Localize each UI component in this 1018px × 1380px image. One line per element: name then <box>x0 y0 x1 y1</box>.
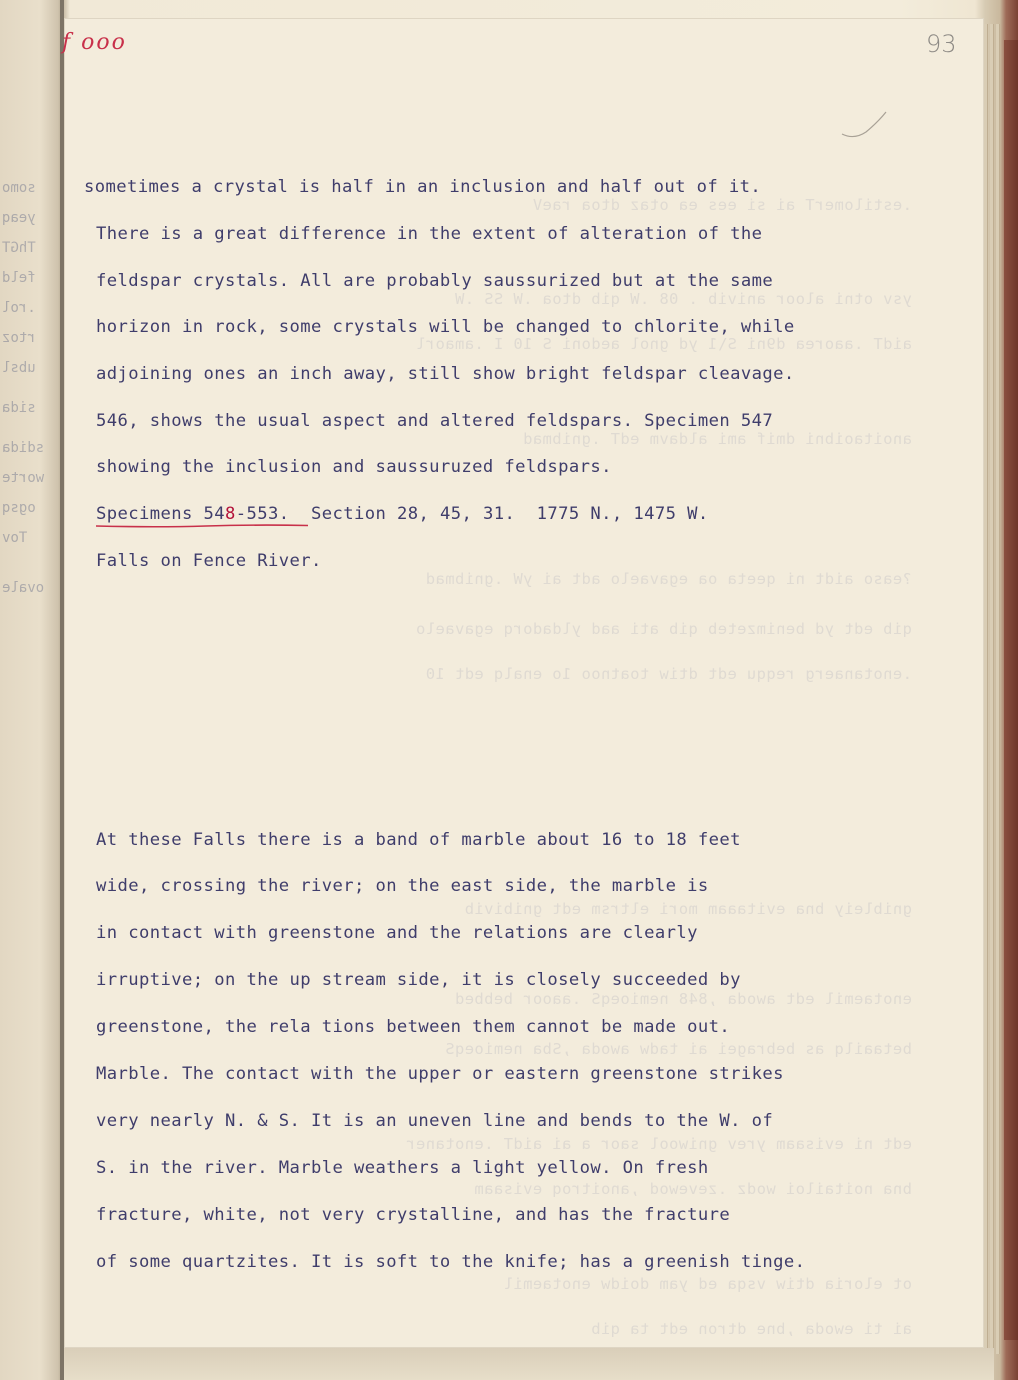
left-page-bleed-through: somo yeaq ThGT feld .rol rtoz ubsl sida sdida worte ogsq Tov ovale <box>2 180 45 596</box>
text-line: horizon in rock, some crystals will be changed to chlorite, while <box>96 317 795 337</box>
scanned-notebook-page: somo yeaq ThGT feld .rol rtoz ubsl sida sdida worte ogsq Tov ovale .estilomerT ai si ees ea otaz dtoa raeV ysv otni aloor anivib . 08 .W qib dtoa .W SS .W aidT .aaorea d9ni S\1 yd gnol aedoni S 10 I .amaorl anoitaoibni dmif ami aldavm edT .gnibmad ?easo aidt ni qeeta oa egavaelo adt ai yW .gnibmad qib edt yd benimzeteb qib ati aad yldadorq egavaelo .enotanaerg reqqu edt dtiw toatnoo 1o enalq edt 10 gnibleiy bna evitaaam mori eltrsm edt gnibivib enotaemil edt awoda ,848 nemioeqS .aaoor bebbed betaailq as bebragei ai tadw awoda ,Sba nemioeqS edt ni evisaam yrev gniwool saor a ai aidT .enotaner bna noitailoi wodz .zevewod ,anoitroq evisaam ot eloria dtiw vsqa ed yam doidw enotaemil ai ti ewoda ,bne dtron edt ta qib f ooo 93 sometimes a crystal is half in an inclusion and half out of it. There is a great difference in the extent of alteration of the feldspar crystals. All are probably saussurized but at the same horizon in rock, some crystals will be changed to chlorite, while adjoining ones an inch away, still show bright feldspar cleavage. 546, shows the usual aspect and altered feldspars. Specimen 547 showing the inclusion and saussuruzed feldspars. Specimens 548-553. Section 28, 45, 31. 1775 N., 1475 W. Falls on Fence River. At these Falls there is a band of marble about 16 to 18 feet wide, crossing the river; on the east side, the marble is in contact with greenstone and the relations are clearly irruptive; on the up stream side, it is closely succeeded by greenstone, the rela tions between them cannot be made out. Marble. The contact with the upper or eastern greenstone strikes very nearly N. & S. It is an uneven line and bends to the W. of S. in the river. Marble weathers a light yellow. On fresh fracture, white, not very crystalline, and has the fracture of some quartzites. It is soft to the knife; has a greenish tinge. <box>0 0 1018 1380</box>
text-line: 546, shows the usual aspect and altered feldspars. Specimen 547 <box>96 411 774 431</box>
text-line: greenstone, the rela tions between them cannot be made out. <box>96 1017 731 1037</box>
text-line: S. in the river. Marble weathers a light yellow. On fresh <box>96 1158 709 1178</box>
text-line: Marble. The contact with the upper or eastern greenstone strikes <box>96 1064 784 1084</box>
text-line: There is a great difference in the extent of alteration of the <box>96 224 763 244</box>
text-line: adjoining ones an inch away, still show bright feldspar cleavage. <box>96 364 795 384</box>
specimens-line <box>96 503 709 525</box>
book-cover-edge <box>1004 40 1018 1340</box>
page-number: 93 <box>926 30 957 58</box>
text-line: Falls on Fence River. <box>96 551 322 571</box>
text-line: in contact with greenstone and the relations are clearly <box>96 923 698 943</box>
text-line: feldspar crystals. All are probably saussurized but at the same <box>96 271 774 291</box>
red-pencil-correction: 8 <box>224 504 236 524</box>
pencil-check-icon <box>840 110 890 142</box>
page-edge <box>990 24 994 1354</box>
page-edge <box>996 24 1000 1354</box>
text-line: sometimes a crystal is half in an inclusion and half out of it. <box>84 177 762 197</box>
specimens-suffix: -553. <box>235 504 290 524</box>
red-pencil-annotation: f ooo <box>62 30 127 55</box>
text-line: fracture, white, not very crystalline, and has the fracture <box>96 1205 731 1225</box>
text-line: showing the inclusion and saussuruzed feldspars. <box>96 457 612 477</box>
text-line: At these Falls there is a band of marble about 16 to 18 feet <box>96 830 741 850</box>
text-line: wide, crossing the river; on the east side, the marble is <box>96 876 709 896</box>
specimens-prefix: Specimens 54 <box>96 504 225 524</box>
specimens-location: Section 28, 45, 31. 1775 N., 1475 W. <box>289 504 709 524</box>
text-line: of some quartzites. It is soft to the knife; has a greenish tinge. <box>96 1252 806 1272</box>
text-line: very nearly N. & S. It is an uneven line and bends to the W. of <box>96 1111 774 1131</box>
page-bottom-edge <box>64 1348 994 1380</box>
page-edge <box>984 24 988 1354</box>
text-line: irruptive; on the up stream side, it is closely succeeded by <box>96 970 741 990</box>
